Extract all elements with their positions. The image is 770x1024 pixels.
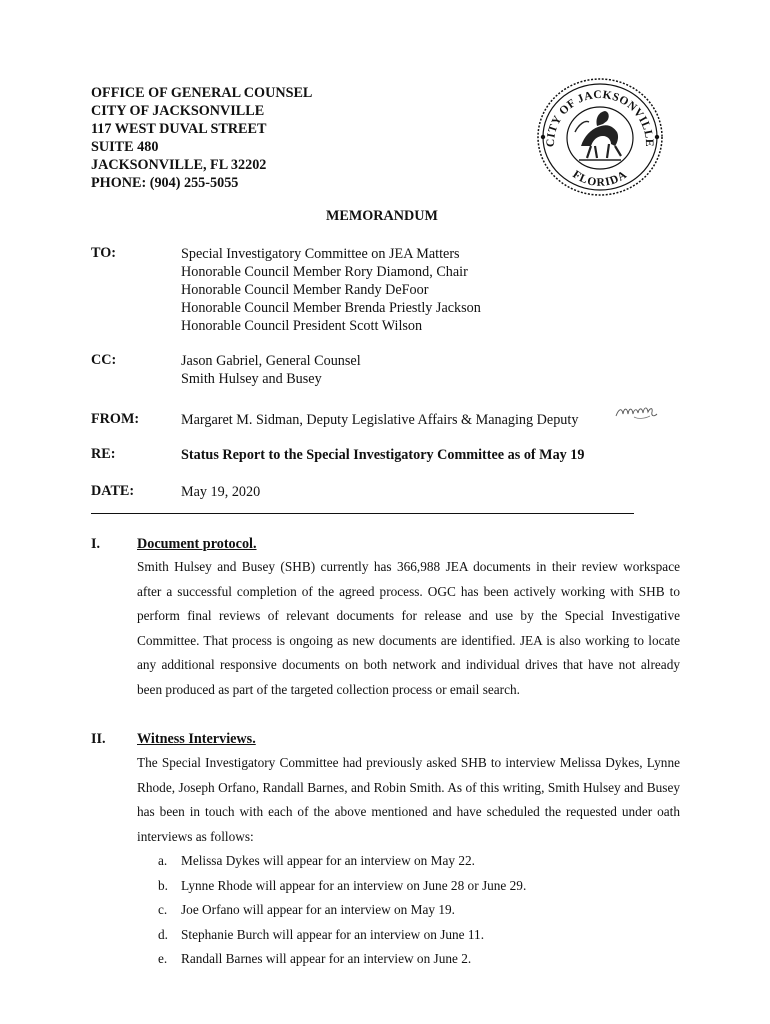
to-recipients <box>181 245 481 335</box>
re-label: RE: <box>91 446 116 462</box>
to-recipient: Special Investigatory Committee on JEA Matters <box>181 246 460 262</box>
section-number: I. <box>91 536 101 552</box>
list-marker: a. <box>158 853 168 868</box>
cc-recipients <box>181 352 361 388</box>
list-item-text: Randall Barnes will appear for an interview on June 2. <box>181 951 472 966</box>
section-body: Smith Hulsey and Busey (SHB) currently has 366,988 JEA documents in their review workspace after a successful completion of the agreed process. OGC has been actively working with SHB to perform final reviews of relevant documents for release and use by the Special Investigative Committee. That process is ongoing as new documents are identified. JEA is also working to locate any additional responsive documents on both network and individual drives that have not already been produced as part of the targeted collection process or email search. <box>137 559 680 697</box>
list-item <box>158 849 526 874</box>
list-item <box>158 923 526 948</box>
section-title: Witness Interviews. <box>137 731 256 747</box>
section-body: The Special Investigatory Committee had previously asked SHB to interview Melissa Dykes, Lynne Rhode, Joseph Orfano, Randall Barnes, and Robin Smith. As of this writing, Smith Hulsey and Busey has been in touch with each of the above mentioned and have scheduled the requested under oath interviews as follows: <box>137 755 680 844</box>
list-marker: e. <box>158 951 168 966</box>
list-item-text: Lynne Rhode will appear for an interview on June 28 or June 29. <box>181 877 527 893</box>
list-marker: b. <box>158 877 168 893</box>
to-recipient: Honorable Council Member Randy DeFoor <box>181 282 429 298</box>
city-seal-icon <box>535 76 665 198</box>
letterhead-line: JACKSONVILLE, FL 32202 <box>91 157 267 173</box>
cc-recipient: Jason Gabriel, General Counsel <box>181 353 361 369</box>
letterhead-line: OFFICE OF GENERAL COUNSEL <box>91 85 313 101</box>
list-item-text: Stephanie Burch will appear for an interview on June 11. <box>181 926 485 942</box>
to-recipient: Honorable Council Member Rory Diamond, Chair <box>181 264 468 280</box>
date-value: May 19, 2020 <box>181 484 261 500</box>
cc-recipient: Smith Hulsey and Busey <box>181 371 322 387</box>
to-label: TO: <box>91 245 116 261</box>
list-item-text: Melissa Dykes will appear for an interview on May 22. <box>181 853 475 868</box>
list-item <box>158 947 526 972</box>
letterhead-line: CITY OF JACKSONVILLE <box>91 103 265 119</box>
handwritten-initials-signature <box>614 402 660 424</box>
list-item <box>158 898 526 923</box>
letterhead-line: PHONE: (904) 255-5055 <box>91 175 239 191</box>
section-title: Document protocol. <box>137 536 257 552</box>
list-item <box>158 874 526 899</box>
letterhead-line: 117 WEST DUVAL STREET <box>91 121 267 137</box>
letterhead <box>91 84 312 192</box>
from-label: FROM: <box>91 411 140 427</box>
to-recipient: Honorable Council President Scott Wilson <box>181 318 423 334</box>
seal-bottom-text: FLORIDA <box>570 168 630 189</box>
svg-text:FLORIDA <box>570 169 629 189</box>
to-recipient: Honorable Council Member Brenda Priestly Jackson <box>181 300 481 316</box>
re-subject: Status Report to the Special Investigatory Committee as of May 19 <box>181 447 585 463</box>
memo-title: MEMORANDUM <box>326 208 438 224</box>
list-item-text: Joe Orfano will appear for an interview on May 19. <box>181 902 455 917</box>
section-number: II. <box>91 731 106 747</box>
date-label: DATE: <box>91 483 135 499</box>
cc-label: CC: <box>91 352 117 368</box>
letterhead-line: SUITE 480 <box>91 139 159 155</box>
from-text: Margaret M. Sidman, Deputy Legislative Affairs & Managing Deputy <box>181 412 579 428</box>
seal-top-text: CITY OF JACKSONVILLE <box>544 88 656 148</box>
header-divider <box>91 513 634 514</box>
interview-list <box>158 849 526 972</box>
list-marker: d. <box>158 926 168 942</box>
list-marker: c. <box>158 902 168 917</box>
